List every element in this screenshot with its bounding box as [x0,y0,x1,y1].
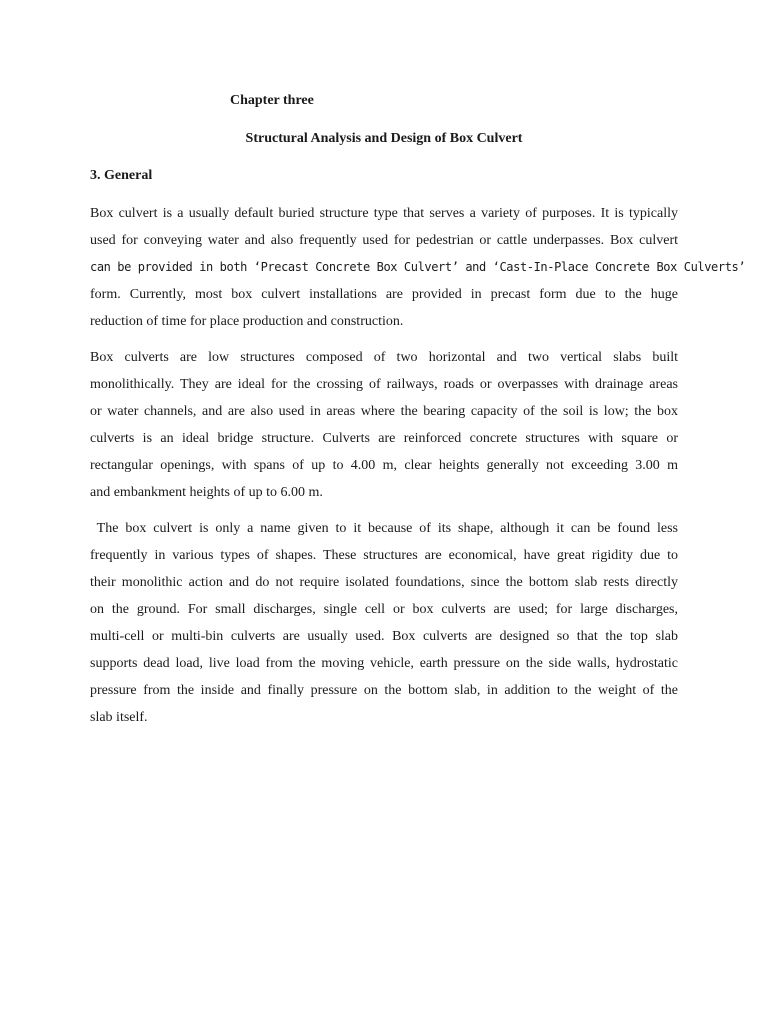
paragraph-line: rectangular openings, with spans of up to 4.00 m, clear heights generally not exceeding 3.00 m [90,458,678,473]
chapter-label: Chapter three [230,93,314,108]
paragraph-line: their monolithic action and do not require isolated foundations, since the bottom slab rests directly [90,575,678,590]
document-title: Structural Analysis and Design of Box Culvert [245,131,523,146]
paragraph-line: pressure from the inside and finally pressure on the bottom slab, in addition to the weight of the [90,683,678,698]
paragraph-line: slab itself. [90,710,148,725]
paragraph-3 [90,515,678,731]
paragraph-line: monolithically. They are ideal for the crossing of railways, roads or overpasses with drainage areas [90,377,678,392]
paragraph-1 [90,200,746,335]
paragraph-line: supports dead load, live load from the moving vehicle, earth pressure on the side walls, hydrostatic [90,656,678,671]
paragraph-line: Box culverts are low structures composed of two horizontal and two vertical slabs built [90,350,678,365]
paragraph-line: on the ground. For small discharges, single cell or box culverts are used; for large discharges, [90,602,678,617]
paragraph-line: culverts is an ideal bridge structure. Culverts are reinforced concrete structures with square or [90,431,678,446]
paragraph-line: form. Currently, most box culvert installations are provided in precast form due to the huge [90,287,678,302]
paragraph-line: and embankment heights of up to 6.00 m. [90,485,323,500]
paragraph-line: can be provided in both ‘Precast Concrete Box Culvert’ and ‘Cast-In-Place Concrete Box Culverts’ [90,260,746,274]
paragraph-line: frequently in various types of shapes. These structures are economical, have great rigidity due to [90,548,678,563]
paragraph-line: multi-cell or multi-bin culverts are usually used. Box culverts are designed so that the top slab [90,629,678,644]
paragraph-line: reduction of time for place production and construction. [90,314,404,329]
paragraph-line: used for conveying water and also frequently used for pedestrian or cattle underpasses. Box culvert [90,233,678,248]
paragraph-line: Box culvert is a usually default buried structure type that serves a variety of purposes. It is typically [90,206,678,221]
paragraph-line: The box culvert is only a name given to it because of its shape, although it can be found less [90,521,678,536]
paragraph-line: or water channels, and are also used in areas where the bearing capacity of the soil is low; the box [90,404,678,419]
paragraph-2 [90,344,678,506]
section-heading: 3. General [90,168,153,183]
